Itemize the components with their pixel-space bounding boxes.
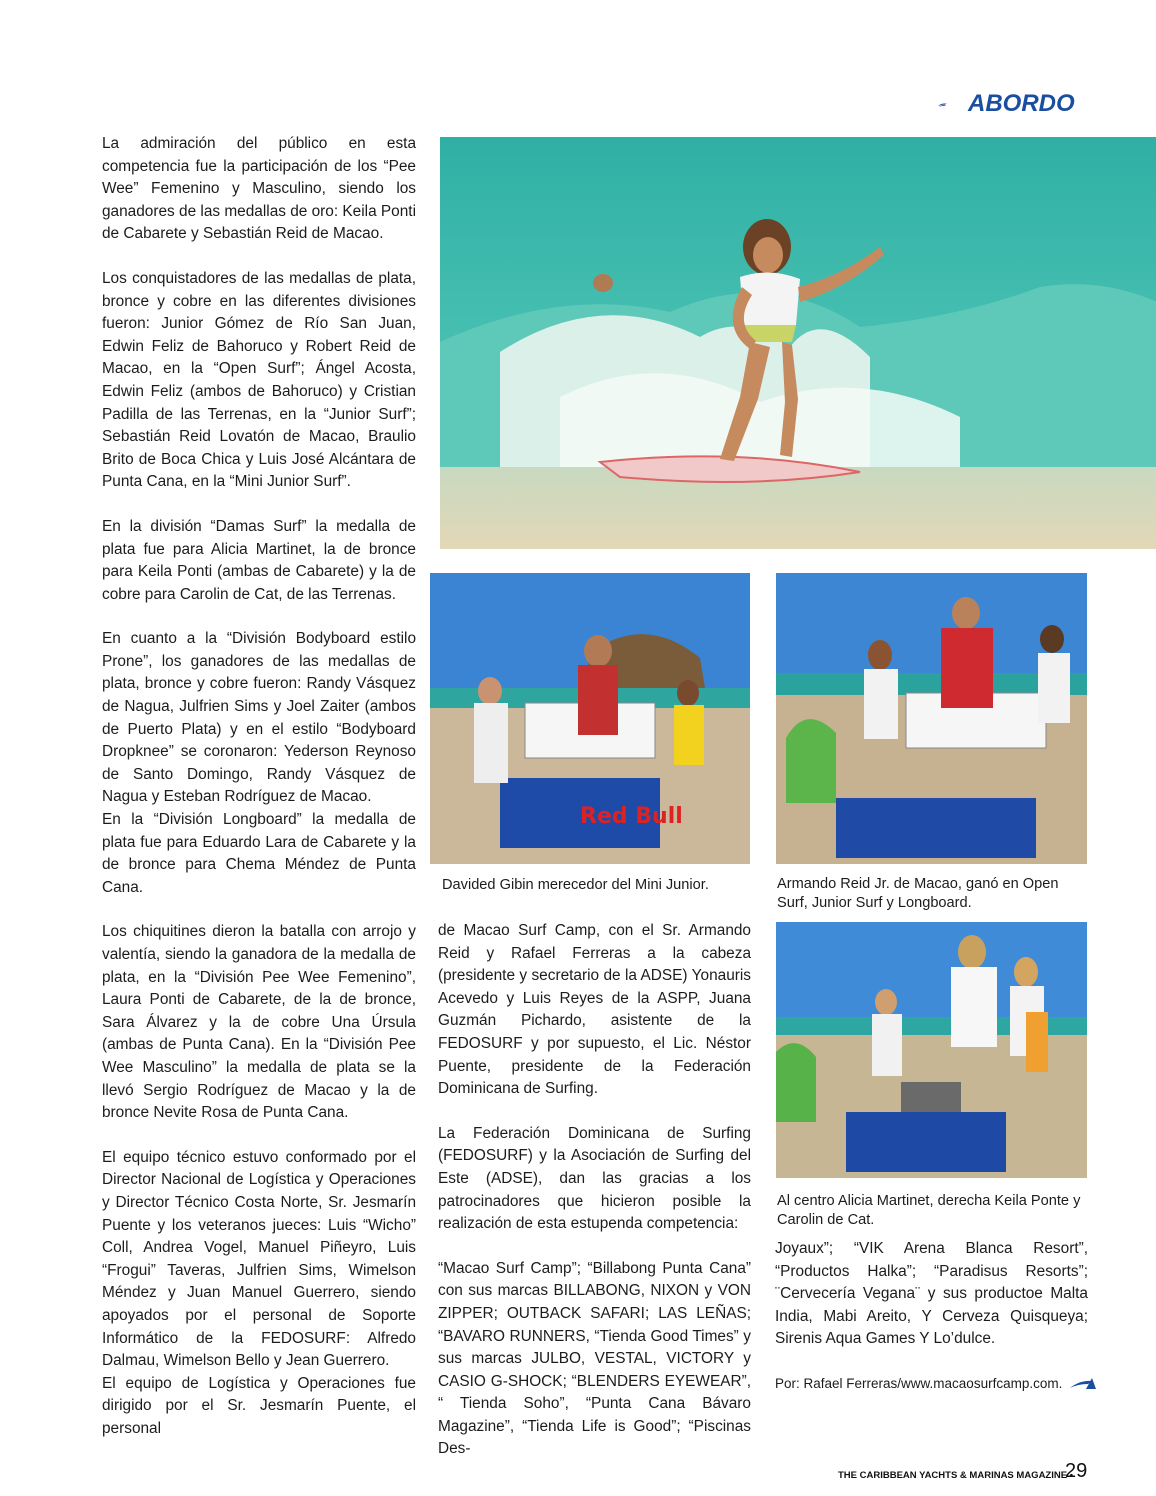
page-number: 29 — [1065, 1460, 1088, 1482]
svg-text:Red Bull: Red Bull — [580, 804, 683, 829]
podium-photo-damas-surf — [776, 922, 1087, 1178]
abordo-mark-icon — [1070, 1378, 1096, 1390]
magazine-footer: THE CARIBBEAN YACHTS & MARINAS MAGAZINE • — [838, 1470, 1074, 1481]
podium-photo-mini-junior — [430, 573, 750, 864]
byline-text: Por: Rafael Ferreras/www.macaosurfcamp.com. — [775, 1376, 1063, 1391]
paragraph: Joyaux”; “VIK Arena Blanca Resort”, “Productos Halka”; “Paradisus Resorts”; ¨Cervecería Vegana¨ y sus productoe Malta India, Mabi Areito, Y Cerveza Quisqueya; Sirenis Aqua Games Y Lo’dulce. — [775, 1240, 1088, 1348]
paragraph: El equipo técnico estuvo conformado por el Director Nacional de Logística y Operaciones y Director Técnico Costa Norte, Sr. Jesmarín Puente y los veteranos jueces: Luis “Wicho” Coll, Andrea Vogel, Manuel Piñeyro, Luis “Frogui” Taveras, Julfrien Sims, Wimelson Méndez y Juan Manuel Guerrero, siendo apoyados por el personal de Soporte Informático de la FEDOSURF: Alfredo Dalmau, Wimelson Bello y Jean Guerrero. — [102, 1148, 416, 1370]
caption-mini-junior: Davided Gibin merecedor del Mini Junior. — [442, 877, 709, 893]
article-column-3 — [775, 1238, 1088, 1351]
podium-photo-open-surf — [776, 573, 1087, 864]
paragraph: La Federación Dominicana de Surfing (FEDOSURF) y la Asociación de Surfing del Este (ADSE), dan las gracias a los patrocinadores que hicieron posible la realización de esta estupenda competencia: — [438, 1124, 751, 1233]
paragraph: El equipo de Logística y Operaciones fue dirigido por el Sr. Jesmarín Puente, el personal — [102, 1374, 416, 1437]
paragraph: En cuanto a la “División Bodyboard estilo Prone”, los ganadores de las medallas de plata, bronce y cobre fueron: Randy Vásquez de Nagua, Julfrien Sims y Joel Zaiter (ambos de Puerto Plata) y en el estilo “Bodyboard Dropknee” se coronaron: Yederson Reynoso de Santo Domingo, Randy Vásquez de Nagua y Esteban Rodríguez de Macao. — [102, 630, 416, 806]
paragraph: En la “División Longboard” la medalla de plata fue para Eduardo Lara de Cabarete y la de bronce para Chema Méndez de Punta Cana. — [102, 811, 416, 896]
paragraph: La admiración del público en esta competencia fue la participación de los “Pee Wee” Femenino y Masculino, siendo los ganadores de las medallas de oro: Keila Ponti de Cabarete y Sebastián Reid de Macao. — [102, 135, 416, 243]
paragraph: En la división “Damas Surf” la medalla de plata fue para Alicia Martinet, la de bronce para Keila Ponti (ambas de Cabarete) y la de cobre para Carolin de Cat, de las Terrenas. — [102, 517, 416, 603]
paragraph: “Macao Surf Camp”; “Billabong Punta Cana” con sus marcas BILLABONG, NIXON y VON ZIPPER; OUTBACK SAFARI; LAS LEÑAS; “BAVARO RUNNERS, “Tienda Good Times” y sus marcas JULBO, VESTAL, VICTORY y CASIO G-SHOCK; “BLENDERS EYEWEAR”, “ Tienda Soho”, “Punta Cana Bávaro Magazine”, “Tienda Life is Good”; “Piscinas Des- — [438, 1259, 751, 1458]
author-byline — [775, 1376, 1096, 1391]
caption-open-surf: Armando Reid Jr. de Macao, ganó en Open Surf, Junior Surf y Longboard. — [777, 876, 1059, 911]
surfer-girl-photo — [440, 137, 1156, 549]
article-column-2 — [438, 920, 751, 1461]
caption-damas-surf: Al centro Alicia Martinet, derecha Keila Ponte y Carolin de Cat. — [777, 1193, 1081, 1228]
paragraph: de Macao Surf Camp, con el Sr. Armando Reid y Rafael Ferreras a la cabeza (presidente y secretario de la ADSE) Yonauris Acevedo y Luis Reyes de la ASPP, Juana Guzmán Pichardo, asistente de la FEDOSURF y por supuesto, el Lic. Néstor Puente, presidente de la Federación Dominicana de Surfing. — [438, 922, 751, 1098]
paragraph: Los conquistadores de las medallas de plata, bronce y cobre en las diferentes divisiones fueron: Junior Gómez de Río San Juan, Edwin Feliz de Bahoruco y Robert Reid de Macao, en la “Open Surf”; Ángel Acosta, Edwin Feliz (ambos de Bahoruco) y Cristian Padilla de las Terrenas, en la “Junior Surf”; Sebastián Reid Lovatón de Macao, Braulio Brito de Boca Chica y Luis José Alcántara de Punta Cana, en la “Mini Junior Surf”. — [102, 269, 416, 491]
article-column-1 — [102, 133, 416, 1440]
abordo-logo[interactable]: ABORDO — [968, 90, 1075, 117]
paragraph: Los chiquitines dieron la batalla con arrojo y valentía, siendo la ganadora de la medalla de plata, en la “División Pee Wee Femenino”, Laura Ponti de Cabarete, de la de bronce, Sara Álvarez y la de cobre Una Úrsula (ambas de Punta Cana). En la “División Pee Wee Masculino” la medalla de plata se la llevó Sergio Rodríguez de Macao y la de bronce Nevite Rosa de Punta Cana. — [102, 923, 416, 1122]
